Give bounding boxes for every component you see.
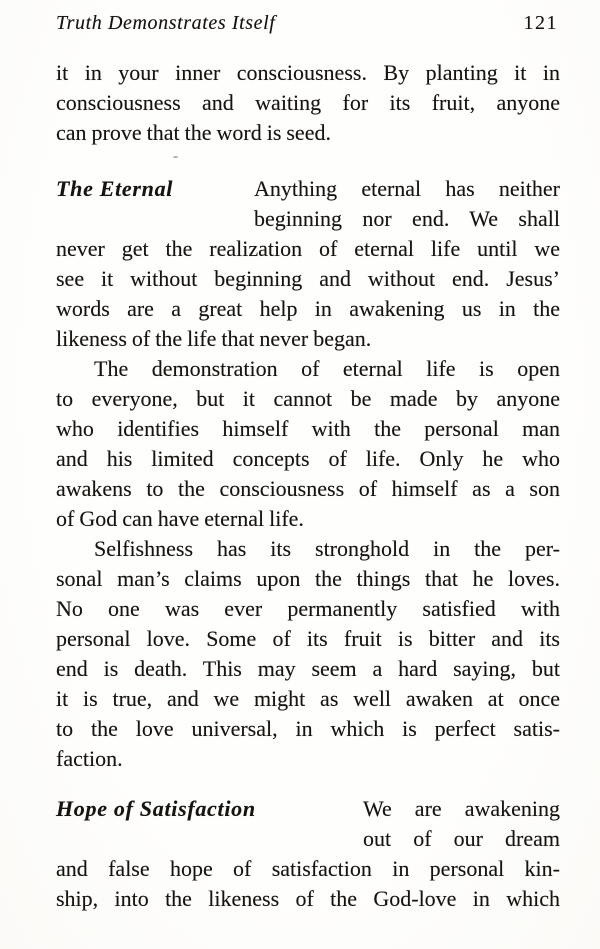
- text-line: to everyone, but it cannot be made by anyone: [56, 386, 560, 411]
- text-line: it is true, and we might as well awaken at once: [56, 686, 560, 711]
- text-line: end is death. This may seem a hard saying, but: [56, 656, 560, 681]
- section-hope-of-satisfaction: [56, 794, 560, 914]
- text-line: Anything eternal has neither: [254, 176, 560, 201]
- text-line: faction.: [56, 746, 123, 771]
- text-line: see it without beginning and without end. Jesus’: [56, 266, 560, 291]
- paragraph-demonstration: [56, 354, 560, 534]
- running-head: [56, 8, 560, 38]
- body-text: [56, 58, 560, 914]
- text-line: it in your inner consciousness. By planting it in: [56, 60, 560, 85]
- running-title: Truth Demonstrates Itself: [56, 12, 276, 34]
- text-line: Selfishness has its stronghold in the per-: [94, 536, 560, 561]
- text-line: personal love. Some of its fruit is bitter and its: [56, 626, 560, 651]
- section-the-eternal: [56, 174, 560, 354]
- text-line: never get the realization of eternal life until we: [56, 236, 560, 261]
- text-line: sonal man’s claims upon the things that he loves.: [56, 566, 560, 591]
- text-line: who identifies himself with the personal man: [56, 416, 560, 441]
- text-line: beginning nor end. We shall: [254, 206, 560, 231]
- text-line: likeness of the life that never began.: [56, 326, 372, 351]
- page-number: 121: [523, 12, 558, 34]
- paragraph-selfishness: [56, 534, 560, 774]
- text-line: out of our dream: [363, 826, 560, 851]
- scan-speck-artifact: [173, 156, 178, 158]
- text-line: ship, into the likeness of the God-love in which: [56, 886, 560, 911]
- text-line: of God can have eternal life.: [56, 506, 304, 531]
- text-line: to the love universal, in which is perfect satis-: [56, 716, 560, 741]
- section-heading-hope-of-satisfaction: Hope of Satisfaction: [56, 796, 256, 821]
- text-line: The demonstration of eternal life is open: [94, 356, 560, 381]
- text-line: and false hope of satisfaction in personal kin-: [56, 856, 560, 881]
- text-line: No one was ever permanently satisfied with: [56, 596, 560, 621]
- text-line: We are awakening: [363, 796, 560, 821]
- text-line: words are a great help in awakening us in the: [56, 296, 560, 321]
- section-heading-the-eternal: The Eternal: [56, 176, 174, 201]
- text-line: consciousness and waiting for its fruit, anyone: [56, 90, 560, 115]
- opening-paragraph: [56, 58, 560, 148]
- text-line: and his limited concepts of life. Only he who: [56, 446, 560, 471]
- text-line: awakens to the consciousness of himself as a son: [56, 476, 560, 501]
- text-line: can prove that the word is seed.: [56, 120, 331, 145]
